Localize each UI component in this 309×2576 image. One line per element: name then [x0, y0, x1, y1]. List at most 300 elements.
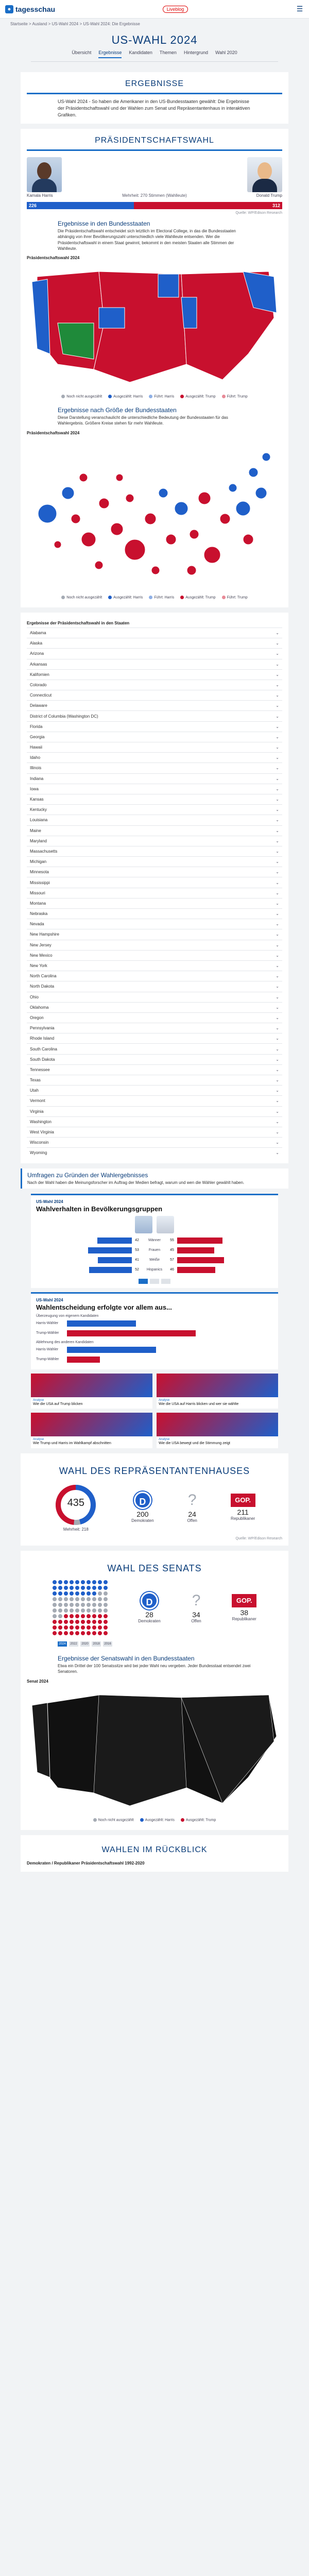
results-intro-card — [21, 72, 288, 124]
senate-seat — [64, 1591, 68, 1596]
row-label: Männer — [148, 1239, 161, 1243]
chevron-down-icon[interactable]: ⌄ — [276, 1015, 279, 1020]
tab-election-2020[interactable]: Wahl 2020 — [215, 50, 237, 55]
state-row[interactable] — [27, 1095, 282, 1106]
tab-results[interactable]: Ergebnisse — [98, 50, 122, 58]
state-row[interactable] — [27, 1106, 282, 1116]
senate-seat — [87, 1586, 91, 1590]
president-heading: PRÄSIDENTSCHAFTSWAHL — [95, 136, 214, 145]
senate-seat — [58, 1620, 62, 1624]
chevron-down-icon[interactable]: ⌄ — [276, 963, 279, 969]
state-row[interactable] — [27, 971, 282, 981]
pager-dot[interactable] — [161, 1279, 170, 1284]
state-row[interactable] — [27, 628, 282, 638]
state-bubble[interactable] — [198, 492, 211, 504]
state-name: West Virginia — [30, 1130, 54, 1135]
senate-seat — [98, 1591, 102, 1596]
chevron-down-icon[interactable]: ⌄ — [276, 1067, 279, 1072]
chevron-down-icon[interactable]: ⌄ — [276, 786, 279, 791]
motivation-row: Trump-Wähler — [36, 1355, 273, 1364]
state-name: Alabama — [30, 631, 46, 636]
senate-seat — [58, 1608, 62, 1613]
chevron-down-icon[interactable]: ⌄ — [276, 922, 279, 927]
senate-seat — [53, 1580, 57, 1584]
group-b-label: Ablehnung des anderen Kandidaten — [36, 1340, 94, 1344]
senate-seat — [92, 1620, 96, 1624]
state-name: South Dakota — [30, 1057, 55, 1062]
state-name: Kansas — [30, 797, 44, 802]
teaser-card[interactable]: Analyse Wie die USA bewegt und die Stimmung zeigt — [157, 1413, 278, 1448]
trump-bar — [177, 1257, 224, 1263]
state-bubble[interactable] — [190, 530, 199, 539]
chevron-down-icon[interactable]: ⌄ — [276, 766, 279, 771]
chevron-down-icon[interactable]: ⌄ — [276, 662, 279, 667]
chevron-down-icon[interactable]: ⌄ — [276, 651, 279, 656]
state-row[interactable] — [27, 877, 282, 887]
state-bubble[interactable] — [229, 484, 237, 492]
state-name: Rhode Island — [30, 1036, 55, 1041]
bubble-map-label: Präsidentschaftswahl 2024 — [27, 430, 80, 435]
state-row[interactable] — [27, 1127, 282, 1137]
state-row[interactable] — [27, 1137, 282, 1147]
senate-seat — [92, 1614, 96, 1618]
chevron-down-icon[interactable]: ⌄ — [276, 693, 279, 698]
chevron-down-icon[interactable]: ⌄ — [276, 818, 279, 823]
senate-seat — [104, 1597, 108, 1601]
states-map[interactable] — [27, 261, 282, 390]
trump-value: 46 — [170, 1268, 174, 1272]
site-logo[interactable] — [5, 5, 55, 13]
house-majority: Mehrheit: 218 — [63, 1527, 89, 1532]
harris-value: 52 — [135, 1268, 139, 1272]
page-title: US-WAHL 2024 — [111, 33, 198, 46]
chevron-down-icon[interactable]: ⌄ — [276, 1088, 279, 1093]
state-bubble[interactable] — [81, 532, 96, 547]
harris-bar — [89, 1267, 132, 1273]
state-bubble[interactable] — [236, 501, 250, 516]
senate-seat — [104, 1631, 108, 1635]
senate-seat — [64, 1580, 68, 1584]
state-name: New York — [30, 963, 47, 969]
senate-seat — [58, 1603, 62, 1607]
senate-seat — [92, 1597, 96, 1601]
chevron-down-icon[interactable]: ⌄ — [276, 1026, 279, 1031]
state-bubble[interactable] — [38, 504, 57, 523]
state-name: District of Columbia (Washington DC) — [30, 714, 98, 719]
state-row[interactable] — [27, 1012, 282, 1023]
senate-seat — [53, 1631, 57, 1635]
senate-seat — [64, 1603, 68, 1607]
poll-pager[interactable] — [36, 1276, 273, 1284]
state-results-card — [21, 613, 288, 1163]
state-row[interactable] — [27, 721, 282, 732]
senate-seat — [92, 1586, 96, 1590]
state-name: Iowa — [30, 786, 39, 791]
state-name: Pennsylvania — [30, 1026, 55, 1031]
state-bubble[interactable] — [126, 494, 134, 502]
senate-seat — [64, 1614, 68, 1618]
chevron-down-icon[interactable]: ⌄ — [276, 1078, 279, 1083]
harris-votes: 226 — [27, 202, 134, 209]
senate-seat — [75, 1614, 79, 1618]
poll-row — [36, 1246, 273, 1255]
senate-seat — [104, 1620, 108, 1624]
senate-seat — [70, 1614, 74, 1618]
state-bubble[interactable] — [166, 534, 176, 545]
state-name: Minnesota — [30, 870, 49, 875]
state-bubble[interactable] — [99, 498, 109, 509]
bubble-map[interactable] — [27, 436, 282, 591]
state-row[interactable] — [27, 784, 282, 794]
senate-seat — [75, 1580, 79, 1584]
state-bubble[interactable] — [145, 513, 156, 524]
year-tab[interactable]: 2020 — [80, 1641, 90, 1647]
legend-item: Ausgezählt: Trump — [180, 395, 215, 398]
poll-motivation-card — [31, 1292, 278, 1369]
teaser-image — [157, 1374, 278, 1397]
row-label: Hispanics — [146, 1268, 163, 1272]
state-bubble[interactable] — [220, 514, 230, 524]
senate-seat — [81, 1586, 85, 1590]
senate-seat — [98, 1580, 102, 1584]
pager-dot[interactable] — [139, 1279, 148, 1284]
state-bubble[interactable] — [71, 514, 80, 523]
senate-seat — [64, 1597, 68, 1601]
state-name: Wisconsin — [30, 1140, 49, 1145]
chevron-down-icon[interactable]: ⌄ — [276, 1119, 279, 1124]
state-name: Missouri — [30, 890, 45, 895]
senate-seat — [104, 1614, 108, 1618]
senate-seat — [70, 1580, 74, 1584]
state-bubble[interactable] — [95, 561, 103, 569]
us-map-colorado — [99, 308, 125, 328]
state-name: Nevada — [30, 922, 44, 927]
chevron-down-icon[interactable]: ⌄ — [276, 1098, 279, 1104]
state-name: South Carolina — [30, 1046, 57, 1052]
chevron-down-icon[interactable]: ⌄ — [276, 724, 279, 729]
state-name: Connecticut — [30, 693, 52, 698]
polls-link-text: Nach der Wahl haben die Meinungsforscher im Auftrag der Medien befragt, warum und wen die Wähler gewählt haben. — [27, 1180, 245, 1185]
chevron-down-icon[interactable]: ⌄ — [276, 932, 279, 937]
majority-note: Mehrheit: 270 Stimmen (Wahlleute) — [122, 193, 187, 198]
state-bubble[interactable] — [79, 473, 88, 482]
senate-card — [21, 1551, 288, 1830]
teaser-card[interactable]: Analyse Wie die USA auf Trump blicken — [31, 1374, 152, 1409]
chevron-down-icon[interactable]: ⌄ — [276, 703, 279, 708]
chevron-down-icon[interactable]: ⌄ — [276, 1057, 279, 1062]
legend-item: Ausgezählt: Harris — [108, 596, 143, 599]
chevron-down-icon[interactable]: ⌄ — [276, 974, 279, 979]
president-card — [21, 129, 288, 607]
state-name: Massachusetts — [30, 849, 58, 854]
tab-background[interactable]: Hintergrund — [183, 50, 208, 55]
chevron-down-icon[interactable]: ⌄ — [276, 734, 279, 739]
chevron-down-icon[interactable]: ⌄ — [276, 797, 279, 802]
chevron-down-icon[interactable]: ⌄ — [276, 745, 279, 750]
state-name: Oregon — [30, 1015, 44, 1020]
tab-overview[interactable]: Übersicht — [72, 50, 92, 55]
chevron-down-icon[interactable]: ⌄ — [276, 994, 279, 999]
state-name: Colorado — [30, 682, 47, 687]
senate-map[interactable] — [27, 1685, 282, 1814]
poll-rows — [36, 1236, 273, 1274]
teaser-card[interactable]: Analyse Wie Trump und Harris im Wahlkampf abschnitten — [31, 1413, 152, 1448]
senate-seat — [92, 1591, 96, 1596]
chevron-down-icon[interactable]: ⌄ — [276, 1140, 279, 1145]
gop-logo-icon: GOP. — [231, 1494, 255, 1507]
senate-seat — [92, 1608, 96, 1613]
liveblog-link[interactable]: Liveblog — [163, 6, 188, 13]
harris-name: Kamala Harris — [27, 193, 53, 198]
chevron-down-icon[interactable]: ⌄ — [276, 942, 279, 947]
menu-icon[interactable]: ☰ — [296, 5, 303, 13]
senate-seat — [81, 1625, 85, 1630]
trump-bar — [67, 1330, 196, 1336]
state-bubble[interactable] — [262, 453, 270, 461]
senate-seat — [64, 1586, 68, 1590]
chevron-down-icon[interactable]: ⌄ — [276, 682, 279, 687]
senate-heading: WAHL DES SENATS — [107, 1563, 202, 1574]
legend-item: Ausgezählt: Harris — [108, 395, 143, 398]
year-tab[interactable]: 2016 — [103, 1641, 112, 1647]
teaser-image — [31, 1374, 152, 1397]
trump-bar — [177, 1267, 215, 1273]
state-row[interactable] — [27, 1075, 282, 1085]
chevron-down-icon[interactable]: ⌄ — [276, 631, 279, 636]
state-list — [27, 628, 282, 1158]
chevron-down-icon[interactable]: ⌄ — [276, 880, 279, 885]
trump-avatar — [157, 1216, 174, 1233]
state-row[interactable] — [27, 960, 282, 971]
chevron-down-icon[interactable]: ⌄ — [276, 828, 279, 833]
state-name: Louisiana — [30, 818, 48, 823]
state-row[interactable] — [27, 929, 282, 939]
pager-dot[interactable] — [150, 1279, 159, 1284]
state-row[interactable] — [27, 1054, 282, 1064]
state-row[interactable] — [27, 804, 282, 815]
state-row[interactable] — [27, 1033, 282, 1043]
state-row[interactable] — [27, 680, 282, 690]
state-row[interactable] — [27, 700, 282, 710]
state-row[interactable] — [27, 825, 282, 836]
chevron-down-icon[interactable]: ⌄ — [276, 1046, 279, 1052]
state-bubble[interactable] — [243, 534, 253, 545]
tab-topics[interactable]: Themen — [159, 50, 177, 55]
state-row[interactable] — [27, 950, 282, 960]
legend-item: Noch nicht ausgezählt — [61, 395, 102, 398]
chevron-down-icon[interactable]: ⌄ — [276, 901, 279, 906]
trump-bar — [177, 1247, 214, 1253]
chevron-down-icon[interactable]: ⌄ — [276, 984, 279, 989]
state-row[interactable] — [27, 752, 282, 762]
row-label: Frauen — [148, 1248, 161, 1252]
chevron-down-icon[interactable]: ⌄ — [276, 870, 279, 875]
senate-seat — [64, 1620, 68, 1624]
senate-seat — [98, 1586, 102, 1590]
chevron-down-icon[interactable]: ⌄ — [276, 807, 279, 812]
state-bubble[interactable] — [125, 539, 145, 560]
chevron-down-icon[interactable]: ⌄ — [276, 672, 279, 677]
senate-seat — [81, 1597, 85, 1601]
state-row[interactable] — [27, 836, 282, 846]
house-open-col: ? 24 Offen — [187, 1492, 197, 1523]
state-row[interactable] — [27, 669, 282, 680]
senate-year-tabs — [27, 1638, 282, 1650]
senate-legend — [27, 1815, 282, 1825]
state-bubble[interactable] — [62, 487, 74, 499]
state-row[interactable] — [27, 742, 282, 752]
year-tab[interactable]: 2018 — [92, 1641, 101, 1647]
harris-block — [27, 157, 62, 198]
chevron-down-icon[interactable]: ⌄ — [276, 714, 279, 719]
chevron-down-icon[interactable]: ⌄ — [276, 849, 279, 854]
senate-map-west — [32, 1703, 50, 1777]
senate-seat — [64, 1631, 68, 1635]
state-bubble[interactable] — [249, 468, 258, 477]
year-tab[interactable]: 2022 — [69, 1641, 78, 1647]
senate-seat — [53, 1620, 57, 1624]
harris-avatar — [135, 1216, 152, 1233]
header-center — [55, 6, 296, 13]
senate-seat — [81, 1620, 85, 1624]
state-row[interactable] — [27, 919, 282, 929]
state-name: Kentucky — [30, 807, 47, 812]
state-name: New Hampshire — [30, 932, 59, 937]
senate-seat — [53, 1625, 57, 1630]
harris-value: 53 — [135, 1248, 139, 1252]
state-row[interactable] — [27, 638, 282, 648]
us-map-west-coast — [32, 279, 50, 354]
harris-bar — [98, 1257, 132, 1263]
state-bubble[interactable] — [151, 566, 160, 574]
state-name: Texas — [30, 1078, 41, 1083]
senate-seat — [70, 1597, 74, 1601]
state-table-title: Ergebnisse der Präsidentschaftswahl in den Staaten — [27, 620, 130, 625]
state-row[interactable] — [27, 867, 282, 877]
question-mark-icon: ? — [192, 1592, 201, 1609]
senate-map-label: Senat 2024 — [27, 1679, 48, 1684]
senate-seat — [87, 1597, 91, 1601]
state-name: Hawaii — [30, 745, 43, 750]
house-rep-col: GOP. 211 Republikaner — [231, 1494, 255, 1521]
state-row[interactable] — [27, 1043, 282, 1054]
senate-seat — [75, 1631, 79, 1635]
breadcrumb[interactable]: Startseite > Ausland > US-Wahl 2024 > US-Wahl 2024: Die Ergebnisse — [10, 22, 140, 26]
chevron-down-icon[interactable]: ⌄ — [276, 1036, 279, 1041]
logo-mark-icon: ● — [5, 5, 13, 13]
state-bubble[interactable] — [187, 566, 196, 575]
state-row[interactable] — [27, 648, 282, 658]
state-row[interactable] — [27, 710, 282, 721]
chevron-down-icon[interactable]: ⌄ — [276, 1130, 279, 1135]
state-row[interactable] — [27, 1064, 282, 1075]
state-bubble[interactable] — [204, 547, 220, 563]
state-row[interactable] — [27, 762, 282, 773]
state-name: Arkansas — [30, 662, 47, 667]
portrait-body — [32, 179, 57, 192]
state-bubble[interactable] — [175, 502, 188, 515]
harris-value: 41 — [135, 1258, 139, 1262]
state-row[interactable] — [27, 732, 282, 742]
senate-seat — [75, 1625, 79, 1630]
senate-seat — [53, 1608, 57, 1613]
senate-seat — [87, 1625, 91, 1630]
state-bubble[interactable] — [255, 487, 267, 499]
chevron-down-icon[interactable]: ⌄ — [276, 1109, 279, 1114]
retro-card — [21, 1835, 288, 1872]
legend-item: Führt: Harris — [149, 596, 174, 599]
state-bubble[interactable] — [54, 541, 61, 548]
year-tab[interactable]: 2024 — [58, 1641, 67, 1647]
chevron-down-icon[interactable]: ⌄ — [276, 1005, 279, 1010]
state-row[interactable] — [27, 992, 282, 1002]
senate-seat — [104, 1603, 108, 1607]
state-name: Alaska — [30, 641, 43, 646]
state-bubble[interactable] — [111, 523, 123, 535]
teaser-card[interactable]: Analyse Wie die USA auf Harris blicken und wer sie wählte — [157, 1374, 278, 1409]
state-row[interactable] — [27, 773, 282, 784]
state-row[interactable] — [27, 1116, 282, 1127]
chevron-down-icon[interactable]: ⌄ — [276, 890, 279, 895]
state-row[interactable] — [27, 1023, 282, 1033]
state-row[interactable] — [27, 1085, 282, 1095]
senate-seat — [104, 1608, 108, 1613]
state-row[interactable] — [27, 908, 282, 919]
chevron-down-icon[interactable]: ⌄ — [276, 911, 279, 917]
us-map-illinois — [181, 297, 197, 328]
legend-item: Führt: Trump — [222, 596, 248, 599]
state-row[interactable] — [27, 888, 282, 898]
state-row[interactable] — [27, 1002, 282, 1012]
chevron-down-icon[interactable]: ⌄ — [276, 859, 279, 865]
chevron-down-icon[interactable]: ⌄ — [276, 755, 279, 760]
senate-seat — [104, 1591, 108, 1596]
state-row[interactable] — [27, 856, 282, 867]
state-row[interactable] — [27, 690, 282, 700]
tab-candidates[interactable]: Kandidaten — [129, 50, 152, 55]
state-row[interactable] — [27, 815, 282, 825]
senate-map-title: Ergebnisse der Senatswahl in den Bundesstaaten — [58, 1655, 195, 1663]
states-map-label: Präsidentschaftswahl 2024 — [27, 255, 80, 260]
polls-link-box[interactable] — [21, 1168, 288, 1189]
senate-seat — [53, 1591, 57, 1596]
senate-seat — [58, 1614, 62, 1618]
state-bubble[interactable] — [159, 488, 168, 498]
chevron-down-icon[interactable]: ⌄ — [276, 776, 279, 781]
polls-link-title[interactable]: Umfragen zu Gründen der Wahlergebnisses — [27, 1171, 148, 1179]
state-name: Maine — [30, 828, 41, 833]
state-row[interactable] — [27, 981, 282, 991]
chevron-down-icon[interactable]: ⌄ — [276, 953, 279, 958]
state-row[interactable] — [27, 659, 282, 669]
divider — [27, 93, 282, 94]
house-donut — [54, 1483, 98, 1527]
chevron-down-icon[interactable]: ⌄ — [276, 1150, 279, 1156]
state-row[interactable] — [27, 1147, 282, 1158]
senate-seat — [81, 1591, 85, 1596]
state-row[interactable] — [27, 898, 282, 908]
senate-seat — [58, 1631, 62, 1635]
state-row[interactable] — [27, 940, 282, 950]
senate-seat — [98, 1597, 102, 1601]
motivation-row: Trump-Wähler — [36, 1329, 273, 1337]
poll-tag: US-Wahl 2024 — [36, 1297, 63, 1302]
state-row[interactable] — [27, 846, 282, 856]
state-bubble[interactable] — [116, 474, 123, 481]
state-row[interactable] — [27, 794, 282, 804]
chevron-down-icon[interactable]: ⌄ — [276, 838, 279, 843]
chevron-down-icon[interactable]: ⌄ — [276, 641, 279, 646]
